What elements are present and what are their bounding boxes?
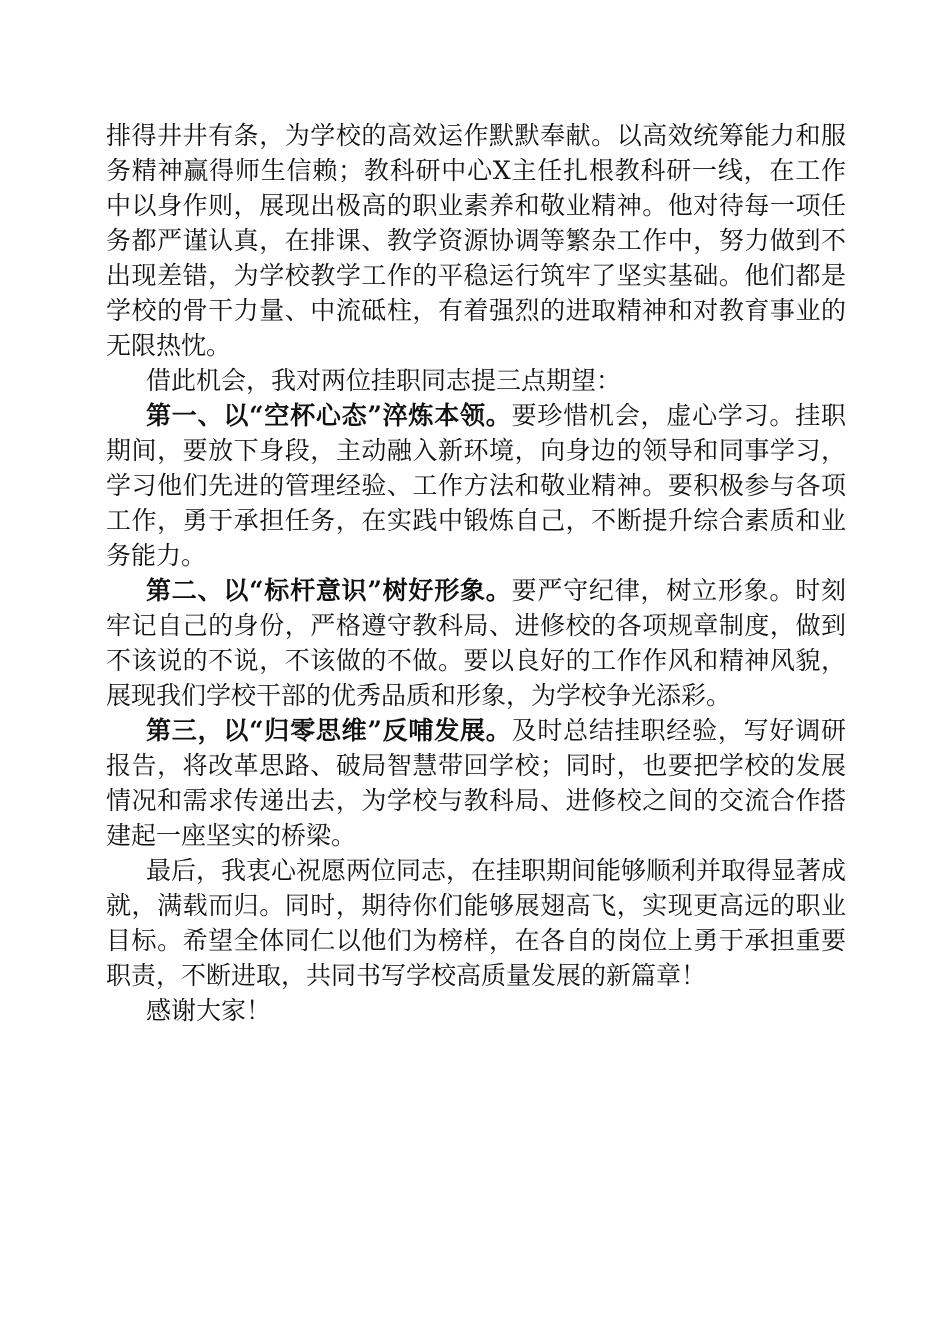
paragraph-thanks (106, 993, 846, 1028)
paragraph-continuation (106, 118, 846, 363)
paragraph-expectation-third (106, 713, 846, 853)
paragraph-expectation-first (106, 398, 846, 573)
paragraph-text: 排得井井有条，为学校的高效运作默默奉献。以高效统筹能力和服务精神赢得师生信赖；教科研中心X主任扎根教科研一线，在工作中以身作则，展现出极高的职业素养和敬业精神。他对待每一项任务都严谨认真，在排课、教学资源协调等繁杂工作中，努力做到不出现差错，为学校教学工作的平稳运行筑牢了坚实基础。他们都是学校的骨干力量、中流砥柱，有着强烈的进取精神和对教育事业的无限热忱。 (106, 121, 846, 360)
paragraph-text: 及时总结挂职经验，写好调研报告，将改革思路、破局智慧带回学校；同时，也要把学校的发展情况和需求传递出去，为学校与教科局、进修校之间的交流合作搭建起一座坚实的桥梁。 (106, 716, 846, 850)
paragraph-expectation-second (106, 573, 846, 713)
paragraph-text: 借此机会，我对两位挂职同志提三点期望： (146, 366, 622, 395)
paragraph-closing-wishes (106, 853, 846, 993)
paragraph-text: 感谢大家！ (146, 996, 272, 1025)
document-body (106, 118, 846, 1028)
paragraph-lead-heading: 第三，以“归零思维”反哺发展。 (146, 716, 512, 745)
paragraph-text: 最后，我衷心祝愿两位同志，在挂职期间能够顺利并取得显著成就，满载而归。同时，期待你们能够展翅高飞，实现更高远的职业目标。希望全体同仁以他们为榜样，在各自的岗位上勇于承担重要职责，不断进取，共同书写学校高质量发展的新篇章！ (106, 856, 847, 990)
paragraph-lead-heading: 第一、以“空杯心态”淬炼本领。 (146, 401, 512, 430)
paragraph-text: 要严守纪律，树立形象。时刻牢记自己的身份，严格遵守教科局、进修校的各项规章制度，做到不该说的不说，不该做的不做。要以良好的工作作风和精神风貌，展现我们学校干部的优秀品质和形象，为学校争光添彩。 (106, 576, 846, 710)
paragraph-lead-heading: 第二、以“标杆意识”树好形象。 (146, 576, 512, 605)
paragraph-expectations-intro (106, 363, 846, 398)
paragraph-text: 要珍惜机会，虚心学习。挂职期间，要放下身段，主动融入新环境，向身边的领导和同事学习，学习他们先进的管理经验、工作方法和敬业精神。要积极参与各项工作，勇于承担任务，在实践中锻炼自己，不断提升综合素质和业务能力。 (106, 401, 846, 570)
